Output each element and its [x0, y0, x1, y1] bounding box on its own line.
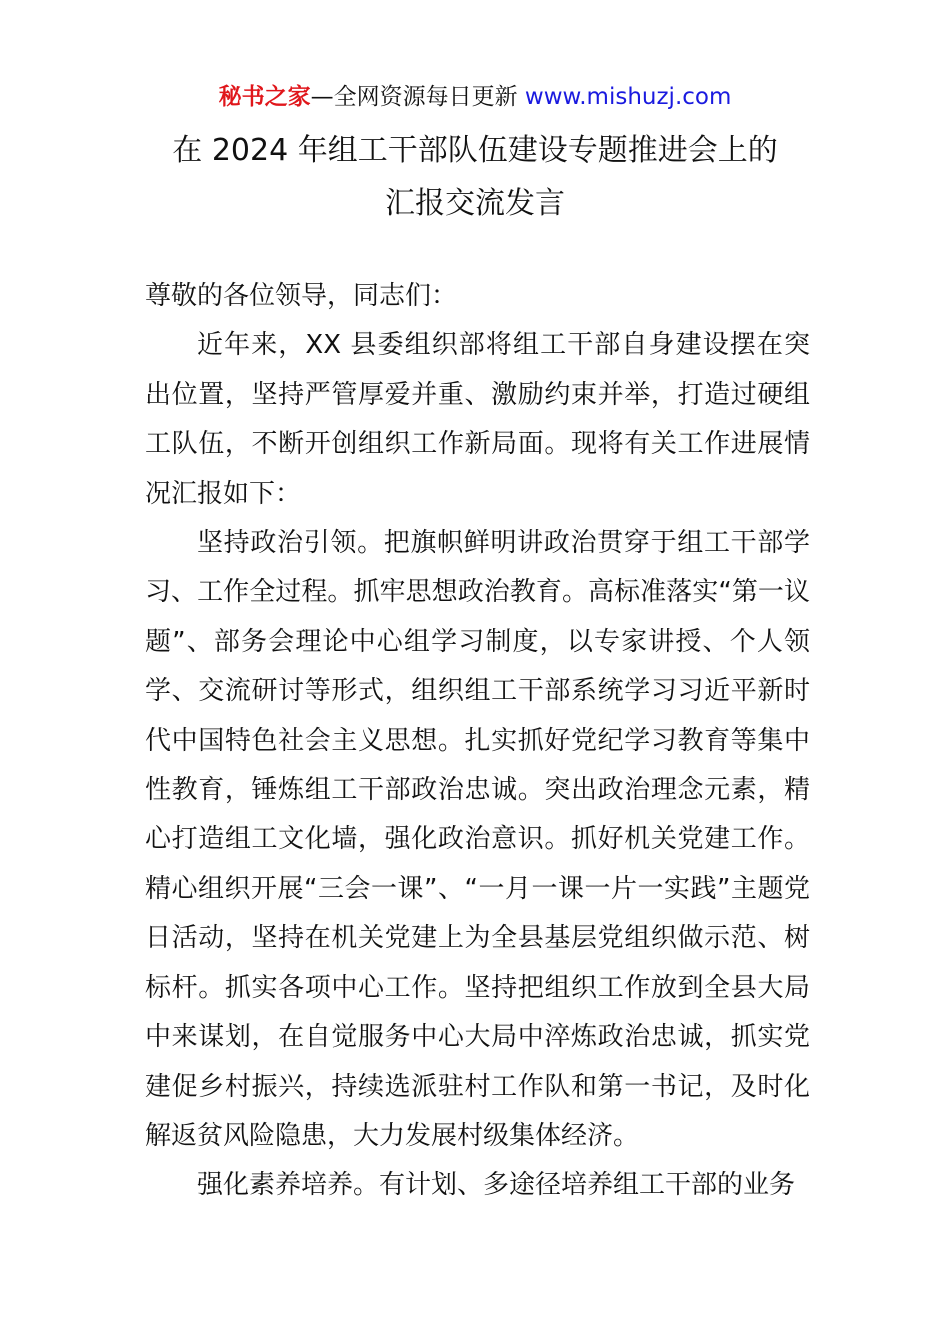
- paragraph-political-guidance: 坚持政治引领。把旗帜鲜明讲政治贯穿于组工干部学习、工作全过程。抓牢思想政治教育。高标准落实“第一议题”、部务会理论中心组学习制度，以专家讲授、个人领学、交流研讨等形式，组织组工干部系统学习习近平新时代中国特色社会主义思想。扎实抓好党纪学习教育等集中性教育，锤炼组工干部政治忠诚。突出政治理念元素，精心打造组工文化墙，强化政治意识。抓好机关党建工作。精心组织开展“三会一课”、“一月一课一片一实践”主题党日活动，坚持在机关党建上为全县基层党组织做示范、树标杆。抓实各项中心工作。坚持把组织工作放到全县大局中来谋划，在自觉服务中心大局中淬炼政治忠诚，抓实党建促乡村振兴，持续选派驻村工作队和第一书记，及时化解返贫风险隐患，大力发展村级集体经济。: [145, 528, 810, 1151]
- title-line-1: 在 2024 年组工干部队伍建设专题推进会上的: [172, 133, 778, 168]
- document-title: [0, 124, 950, 230]
- site-url[interactable]: www.mishuzj.com: [524, 84, 732, 110]
- site-header: [0, 80, 950, 114]
- paragraph-intro: 近年来，XX 县委组织部将组工干部自身建设摆在突出位置，坚持严管厚爱并重、激励约束并举，打造过硬组工队伍，不断开创组织工作新局面。现将有关工作进展情况汇报如下：: [145, 330, 810, 509]
- header-tagline: —全网资源每日更新: [310, 84, 518, 110]
- paragraph-quality-training: 强化素养培养。有计划、多途径培养组工干部的业务: [197, 1170, 796, 1201]
- salutation: 尊敬的各位领导，同志们：: [145, 281, 458, 311]
- title-line-2: 汇报交流发言: [385, 186, 565, 221]
- document-body: [145, 272, 810, 1211]
- brand-name: 秘书之家: [218, 84, 311, 110]
